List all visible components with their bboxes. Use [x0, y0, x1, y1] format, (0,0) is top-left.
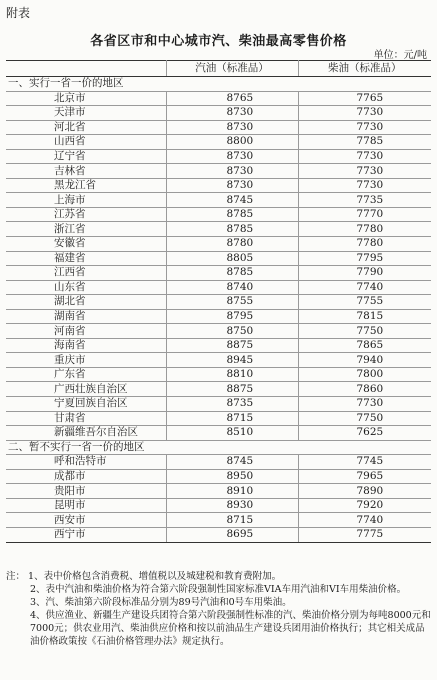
gasoline-price: 8745 [166, 455, 298, 470]
region-name: 呼和浩特市 [6, 455, 166, 470]
diesel-price: 7755 [298, 295, 431, 310]
gasoline-price: 8730 [166, 106, 298, 121]
gasoline-price: 8730 [166, 120, 298, 135]
diesel-price: 7815 [298, 309, 431, 324]
page-title: 各省区市和中心城市汽、柴油最高零售价格 [90, 34, 347, 49]
gasoline-price: 8745 [166, 193, 298, 208]
region-name: 上海市 [6, 193, 166, 208]
gasoline-price: 8910 [166, 484, 298, 499]
diesel-price: 7800 [298, 367, 431, 382]
table-row [6, 295, 431, 310]
section-row [6, 77, 431, 92]
gasoline-price: 8780 [166, 237, 298, 252]
gasoline-header: 汽油（标准品） [166, 61, 298, 77]
table-row [6, 120, 431, 135]
gasoline-price: 8875 [166, 382, 298, 397]
diesel-price: 7730 [298, 397, 431, 412]
diesel-price: 7770 [298, 207, 431, 222]
diesel-price: 7865 [298, 338, 431, 353]
table-row [6, 426, 431, 441]
diesel-price: 7780 [298, 222, 431, 237]
table-row [6, 149, 431, 164]
gasoline-price: 8785 [166, 266, 298, 281]
table-body [6, 77, 431, 543]
diesel-price: 7730 [298, 120, 431, 135]
gasoline-price: 8735 [166, 397, 298, 412]
gasoline-price: 8795 [166, 309, 298, 324]
appendix-label: 附表 [6, 6, 31, 20]
table-row [6, 164, 431, 179]
table-row [6, 178, 431, 193]
table-row [6, 207, 431, 222]
table-row [6, 135, 431, 150]
region-name: 海南省 [6, 338, 166, 353]
gasoline-price: 8715 [166, 513, 298, 528]
section-heading: 一、实行一省一价的地区 [6, 77, 431, 92]
diesel-price: 7750 [298, 411, 431, 426]
diesel-price: 7730 [298, 149, 431, 164]
diesel-price: 7860 [298, 382, 431, 397]
diesel-price: 7740 [298, 280, 431, 295]
gasoline-price: 8945 [166, 353, 298, 368]
region-name: 黑龙江省 [6, 178, 166, 193]
diesel-price: 7940 [298, 353, 431, 368]
gasoline-price: 8695 [166, 527, 298, 542]
region-name: 浙江省 [6, 222, 166, 237]
gasoline-price: 8800 [166, 135, 298, 150]
diesel-price: 7765 [298, 91, 431, 106]
table-row [6, 324, 431, 339]
region-name: 辽宁省 [6, 149, 166, 164]
table-row [6, 106, 431, 121]
note-item: 2、表中汽油和柴油价格为符合第六阶段强制性国家标准VIA车用汽油和VI车用柴油价格。 [30, 584, 407, 595]
region-name: 湖南省 [6, 309, 166, 324]
table-row [6, 222, 431, 237]
unit-label: 单位：元/吨 [373, 50, 427, 61]
region-name: 甘肃省 [6, 411, 166, 426]
table-row [6, 469, 431, 484]
diesel-price: 7625 [298, 426, 431, 441]
table-row [6, 382, 431, 397]
diesel-price: 7965 [298, 469, 431, 484]
gasoline-price: 8715 [166, 411, 298, 426]
table-row [6, 193, 431, 208]
region-name: 北京市 [6, 91, 166, 106]
region-name: 西宁市 [6, 527, 166, 542]
table-row [6, 309, 431, 324]
region-name: 贵阳市 [6, 484, 166, 499]
region-name: 福建省 [6, 251, 166, 266]
note-item: 4、供应渔业、新疆生产建设兵团符合第六阶段强制性标准的汽、柴油价格分别为每吨8000元和7000元；供农业用汽、柴油供应价格和按以前油品生产建设兵团用油价格执行；其它相关成品油价格政策按《石油价格管理办法》规定执行。 [30, 610, 431, 647]
region-name: 西安市 [6, 513, 166, 528]
diesel-price: 7730 [298, 106, 431, 121]
region-name: 山西省 [6, 135, 166, 150]
gasoline-price: 8810 [166, 367, 298, 382]
region-name: 安徽省 [6, 237, 166, 252]
table-row [6, 513, 431, 528]
gasoline-price: 8510 [166, 426, 298, 441]
table-row [6, 397, 431, 412]
table-row [6, 527, 431, 542]
gasoline-price: 8730 [166, 149, 298, 164]
region-name: 广西壮族自治区 [6, 382, 166, 397]
diesel-price: 7750 [298, 324, 431, 339]
region-name: 河南省 [6, 324, 166, 339]
diesel-price: 7745 [298, 455, 431, 470]
diesel-price: 7730 [298, 178, 431, 193]
diesel-price: 7790 [298, 266, 431, 281]
gasoline-price: 8730 [166, 178, 298, 193]
region-name: 江苏省 [6, 207, 166, 222]
gasoline-price: 8875 [166, 338, 298, 353]
region-name: 天津市 [6, 106, 166, 121]
gasoline-price: 8765 [166, 91, 298, 106]
gasoline-price: 8750 [166, 324, 298, 339]
diesel-price: 7780 [298, 237, 431, 252]
diesel-price: 7735 [298, 193, 431, 208]
diesel-price: 7795 [298, 251, 431, 266]
table-row [6, 484, 431, 499]
gasoline-price: 8950 [166, 469, 298, 484]
table-row [6, 237, 431, 252]
table-header-row [6, 61, 431, 77]
region-header [6, 61, 166, 77]
table-row [6, 338, 431, 353]
table-row [6, 455, 431, 470]
diesel-price: 7730 [298, 164, 431, 179]
region-name: 广东省 [6, 367, 166, 382]
table-row [6, 266, 431, 281]
region-name: 成都市 [6, 469, 166, 484]
gasoline-price: 8785 [166, 207, 298, 222]
region-name: 山东省 [6, 280, 166, 295]
diesel-header: 柴油（标准品） [298, 61, 431, 77]
region-name: 河北省 [6, 120, 166, 135]
gasoline-price: 8730 [166, 164, 298, 179]
region-name: 吉林省 [6, 164, 166, 179]
diesel-price: 7785 [298, 135, 431, 150]
gasoline-price: 8805 [166, 251, 298, 266]
gasoline-price: 8755 [166, 295, 298, 310]
table-row [6, 367, 431, 382]
table-row [6, 353, 431, 368]
region-name: 江西省 [6, 266, 166, 281]
gasoline-price: 8930 [166, 498, 298, 513]
table-row [6, 280, 431, 295]
table-row [6, 411, 431, 426]
table-row [6, 251, 431, 266]
note-item: 注： 1、表中价格包含消费税、增值税以及城建税和教育费附加。 [6, 571, 282, 582]
table-row [6, 498, 431, 513]
region-name: 新疆维吾尔自治区 [6, 426, 166, 441]
diesel-price: 7890 [298, 484, 431, 499]
gasoline-price: 8740 [166, 280, 298, 295]
table-row [6, 91, 431, 106]
price-table [6, 60, 431, 543]
notes [6, 570, 431, 648]
region-name: 宁夏回族自治区 [6, 397, 166, 412]
diesel-price: 7775 [298, 527, 431, 542]
diesel-price: 7740 [298, 513, 431, 528]
section-row [6, 440, 431, 455]
region-name: 昆明市 [6, 498, 166, 513]
section-heading: 二、暂不实行一省一价的地区 [6, 440, 431, 455]
region-name: 湖北省 [6, 295, 166, 310]
note-item: 3、汽、柴油第六阶段标准品分别为89号汽油和0号车用柴油。 [30, 597, 292, 608]
diesel-price: 7920 [298, 498, 431, 513]
region-name: 重庆市 [6, 353, 166, 368]
gasoline-price: 8785 [166, 222, 298, 237]
